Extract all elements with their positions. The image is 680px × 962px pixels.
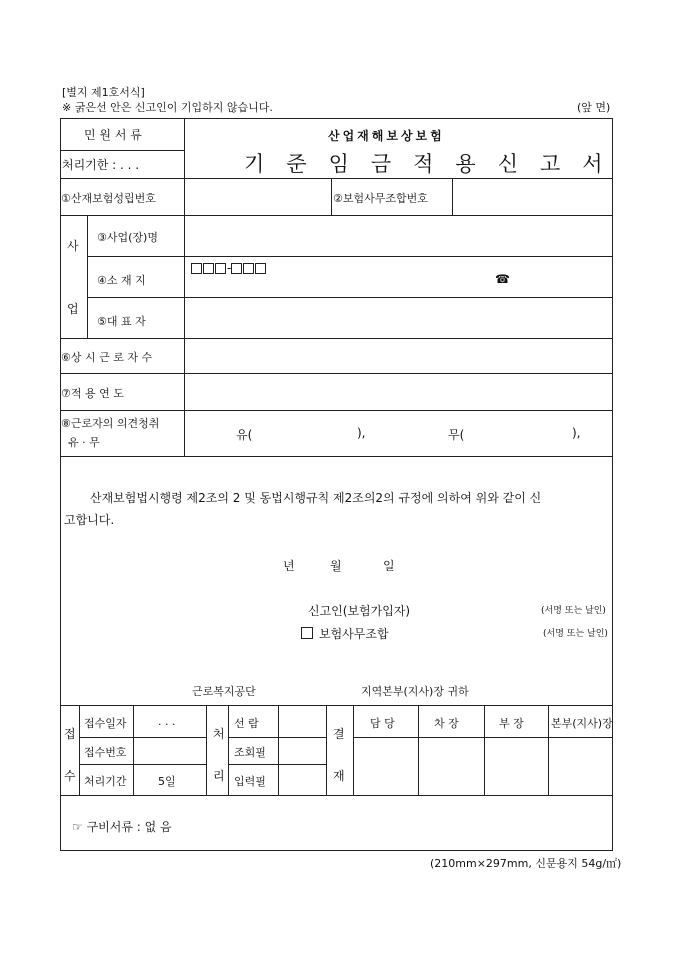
date-day: 일 bbox=[383, 559, 395, 573]
receipt-label-bottom: 수 bbox=[64, 769, 76, 783]
label-application-year: ⑦적 용 연 도 bbox=[61, 387, 124, 400]
receipt-number-label: 접수번호 bbox=[84, 746, 127, 759]
union-label: 보험사무조합 bbox=[319, 627, 389, 641]
label-business-name: ③사업(장)명 bbox=[97, 231, 158, 244]
postal-code-dash: - bbox=[227, 261, 232, 275]
label-opinion-hearing: ⑧근로자의 의견청취 bbox=[61, 417, 160, 430]
reporter-sign-note: (서명 또는 날인) bbox=[541, 606, 606, 616]
paper-spec: (210mm×297mm, 신문용지 54g/㎡) bbox=[430, 857, 622, 870]
approval-label-top: 결 bbox=[333, 727, 345, 741]
date-year: 년 bbox=[283, 559, 295, 573]
opinion-no-open: 무( bbox=[448, 428, 465, 442]
addressee: 지역본부(지사)장 귀하 bbox=[361, 685, 469, 698]
approval-manager: 부 장 bbox=[499, 717, 524, 730]
union-checkbox[interactable] bbox=[301, 627, 313, 639]
approval-deputy: 차 장 bbox=[434, 717, 459, 730]
form-subtitle: 산업재해보상보험 bbox=[328, 129, 445, 143]
label-opinion-yes-no: 유 · 무 bbox=[68, 436, 100, 449]
declaration-line-2: 고합니다. bbox=[64, 513, 115, 527]
union-option bbox=[301, 625, 389, 642]
instruction-note: ※ 굵은선 안은 신고인이 기입하지 않습니다. bbox=[62, 101, 273, 114]
opinion-yes-close: ), bbox=[357, 426, 366, 440]
label-union-number: ②보험사무조합번호 bbox=[333, 192, 428, 205]
postal-code-boxes bbox=[191, 261, 267, 275]
required-documents: ☞ 구비서류 : 없 음 bbox=[72, 820, 172, 834]
union-sign-note: (서명 또는 날인) bbox=[543, 629, 608, 639]
approval-staff: 담 당 bbox=[370, 717, 395, 730]
receipt-label-top: 접 bbox=[64, 727, 76, 741]
agency-name: 근로복지공단 bbox=[192, 685, 256, 698]
label-insurance-number: ①산재보험성립번호 bbox=[61, 192, 156, 205]
processing-label-bottom: 리 bbox=[213, 769, 225, 783]
processing-label-top: 처 bbox=[213, 727, 225, 741]
business-label-bottom: 업 bbox=[67, 302, 79, 316]
step-entered: 입력필 bbox=[234, 775, 266, 788]
label-representative: ⑤대 표 자 bbox=[97, 315, 146, 328]
label-regular-workers: ⑥상 시 근 로 자 수 bbox=[61, 351, 153, 364]
form-title: 기준임금적용신고서 bbox=[244, 152, 625, 176]
receipt-date-value: . . . bbox=[158, 715, 176, 728]
form-number: [별지 제1호서식] bbox=[62, 86, 145, 99]
receipt-date-label: 접수일자 bbox=[84, 717, 127, 730]
business-label-top: 사 bbox=[67, 239, 79, 253]
step-inquired: 조회필 bbox=[234, 746, 266, 759]
opinion-yes-open: 유( bbox=[236, 428, 253, 442]
step-viewed: 선 람 bbox=[234, 717, 259, 730]
phone-icon: ☎ bbox=[495, 272, 510, 286]
date-month: 월 bbox=[330, 559, 342, 573]
processing-deadline: 처리기한 : . . . bbox=[62, 158, 140, 172]
processing-period-value: 5일 bbox=[158, 775, 176, 788]
opinion-no-close: ), bbox=[572, 426, 581, 440]
reporter-label: 신고인(보험가입자) bbox=[308, 604, 411, 618]
approval-head: 본부(지사)장 bbox=[551, 717, 613, 730]
label-address: ④소 재 지 bbox=[97, 274, 146, 287]
declaration-line-1: 산재보험법시행령 제2조의 2 및 동법시행규칙 제2조의2의 규정에 의하여 위와 같이 신 bbox=[90, 491, 542, 505]
processing-period-label: 처리기간 bbox=[84, 775, 127, 788]
civil-documents-label: 민 원 서 류 bbox=[84, 128, 142, 142]
page-side-label: (앞 면) bbox=[577, 101, 611, 114]
approval-label-bottom: 재 bbox=[333, 769, 345, 783]
